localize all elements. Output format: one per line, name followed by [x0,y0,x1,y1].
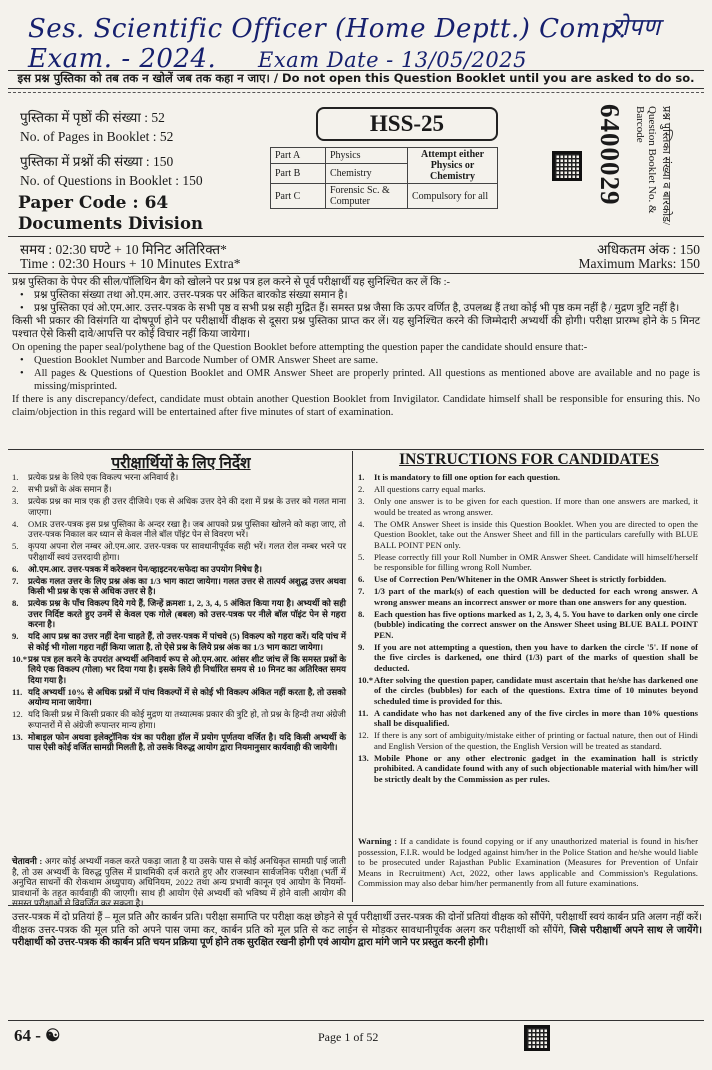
questions-info-en: No. of Questions in Booklet : 150 [20,173,203,188]
handwritten-exam-title: Ses. Scientific Officer (Home Deptt.) Comp. Exam. - 2024. [28,14,627,74]
en-instruction-item: 10.* After solving the question paper, candidate must ascertain that he/she has darkened one of the circles (bubbles) for each of the questions. Extra time of 10 minutes beyond scheduled time is provided for this. [358,674,698,706]
hindi-warning [12,856,346,909]
handwritten-exam-date: Exam Date - 13/05/2025 [258,48,527,72]
part-label: Part A [271,148,326,164]
en-instruction-item: 6. Use of Correction Pen/Whitener in the OMR Answer Sheet is strictly forbidden. [358,574,667,584]
hi-instruction-item: 6. ओ.एम.आर. उत्तर-पत्रक में करेक्शन पेन/व्हाइटनर/सफेदा का उपयोग निषेध है। [12,563,263,574]
hindi-warning-label: चेतावनी : [12,856,43,866]
english-instructions-heading: INSTRUCTIONS FOR CANDIDATES [399,451,659,468]
english-warning-text: If a candidate is found copying or if any unauthorized material is found in his/her possession, F.I.R. would be lodged against him/her in the Police Station and he/she would liable to be prosecuted under Rajasthan Public Examination (Measures for Prevention of Unfair Means in Recruitment) Act, 2022, other laws applicable and Commission's Regulations. Commission may also debar him/her permanently from all future examinations. [358,836,699,889]
opening-bullet-hi-2: • प्रश्न पुस्तिका एवं ओ.एम.आर. उत्तर-पत्रक के सभी पृष्ठ व सभी प्रश्न सही मुद्रित हैं। समस्त प्रश्न जैसा कि ऊपर वर्णित है, उपलब्ध हैं तथा कोई भी पृष्ठ कम नहीं है / मुद्रण त्रुटि नहीं है। [12,302,700,315]
hi-instruction-item: 13. मोबाइल फोन अथवा इलेक्ट्रॉनिक यंत्र का परीक्षा हॉल में प्रयोग पूर्णतया वर्जित है। यदि किसी अभ्यर्थी के पास ऐसी कोई वर्जित सामग्री मिलती है, तो उसके विरुद्ध आयोग द्वारा नियमानुसार कार्यवाही की जायेगी। [12,731,346,752]
max-marks-en: Maximum Marks: 150 [578,256,700,271]
en-instruction-item: 11. A candidate who has not darkened any of the five circles in more than 10% questions shall be disqualified. [358,707,698,728]
part-subject: Chemistry [326,164,408,184]
do-not-open-notice: इस प्रश्न पुस्तिका को तब तक न खोलें जब तक कहा न जाए। / Do not open this Question Booklet until you are asked to do so. [17,71,695,85]
en-instruction-item: 3. Only one answer is to be given for each question. If more than one answers are marked, it would be treated as wrong answer. [358,496,698,517]
opening-intro-hi: प्रश्न पुस्तिका के पेपर की सील/पॉलिथिन बैग को खोलने पर प्रश्न पत्र हल करने से पूर्व परीक्षार्थी यह सुनिश्चित कर लें कि :- [12,277,451,288]
time-rule-bottom [8,273,704,274]
hi-instruction-item: 3. प्रत्येक प्रश्न का मात्र एक ही उत्तर दीजिये। एक से अधिक उत्तर देने की दशा में प्रश्न के उत्तर को गलत माना जाएगा। [12,496,346,517]
hi-instruction-item: 2. सभी प्रश्नों के अंक समान हैं। [12,484,112,494]
part-label: Part B [271,164,326,184]
time-hi: समय : 02:30 घण्टे + 10 मिनिट अतिरिक्त* [20,242,227,257]
paper-code: Paper Code : 64 [18,193,169,213]
bottom-rule [8,905,704,906]
en-instruction-item: 9. If you are not attempting a question, then you have to darken the circle '5'. If none of the five circles is darkened, one third (1/3) part of the marks of question shall be deducted. [358,641,698,673]
qr-code-icon [552,151,582,181]
page-number: Page 1 of 52 [318,1030,379,1044]
questions-info-hi: पुस्तिका में प्रश्नों की संख्या : 150 [20,154,174,169]
opening-intro-en: On opening the paper seal/polythene bag of the Question Booklet before attempting the question paper the candidate should ensure that:- [12,342,588,353]
booklet-label-hi: प्रश्न पुस्तिका संख्या व बारकोड/ [660,106,672,226]
hindi-warning-text: अगर कोई अभ्यर्थी नकल करते पकड़ा जाता है या उसके पास से कोई अनधिकृत सामग्री पाई जाती है, तो उस अभ्यर्थी के विरुद्ध पुलिस में प्राथमिकी दर्ज कराते हुए और राजस्थान सार्वजनिक परीक्षा (भर्ती में अनुचित साधनों की रोकथाम अध्युपाय) अधिनियम, 2022 तथा अन्य प्रभावी कानून एवं आयोग के नियमों-प्रावधानों के तहत कार्यवाही की जाएगी। साथ ही आयोग ऐसे अभ्यर्थी को भविष्य में होने वाली आयोग की समस्त परीक्षाओं से विवर्जित कर सकता है। [12,856,347,909]
english-warning [358,836,698,889]
opening-bullet-hi-1: • प्रश्न पुस्तिका संख्या तथा ओ.एम.आर. उत्तर-पत्रक पर अंकित बारकोड संख्या समान है। [12,289,700,302]
en-instruction-item: 7. 1/3 part of the mark(s) of each question will be deducted for each wrong answer. A wrong answer means an incorrect answer or more than one answers for any question. [358,586,698,607]
hi-instruction-item: 12. यदि किसी प्रश्न में किसी प्रकार की कोई मुद्रण या तथ्यात्मक प्रकार की त्रुटि हो, तो प्रश्न के हिन्दी तथा अंग्रेजी रूपान्तरों में से अंग्रेजी रूपान्तर मान्य होगा। [12,709,346,730]
en-instruction-item: 12. If there is any sort of ambiguity/mistake either of printing or factual nature, then out of Hindi and English Version of the question, the English Version will be treated as standard. [358,730,698,751]
part-note: Attempt either Physics or Chemistry [408,148,498,184]
hi-instruction-item: 9. यदि आप प्रश्न का उत्तर नहीं देना चाहते हैं, तो उत्तर-पत्रक में पांचवे (5) विकल्प को गहरा करें। यदि पांच में से कोई भी गोला गहरा नहीं किया जाता है, तो ऐसे प्रश्न के लिये प्रश्न अंक का 1/3 भाग काटा जायेगा। [12,631,346,652]
booklet-number: 6400029 [595,104,625,206]
pages-info [20,108,173,146]
parts-row-c [271,184,498,209]
parts-row-a [271,148,498,164]
time-en: Time : 02:30 Hours + 10 Minutes Extra* [20,256,241,271]
hi-instruction-item: 10.* प्रश्न पत्र हल करने के उपरांत अभ्यर्थी अनिवार्य रूप से ओ.एम.आर. आंसर शीट जांच लें कि समस्त प्रश्नों के लिये एक विकल्प (गोला) भर दिया गया है। इसके लिये ही निर्धारित समय से 10 मिनट का अतिरिक्त समय दिया गया है। [12,653,346,685]
pages-info-hi: पुस्तिका में पृष्ठों की संख्या : 52 [20,110,165,125]
hindi-instructions-list [12,472,346,754]
en-instruction-item: 8. Each question has five options marked as 1, 2, 3, 4, 5. You have to darken only one circle (bubble) indicating the correct answer on the Answer Sheet using BLUE BALL POINT PEN. [358,608,698,640]
en-instruction-item: 1. It is mandatory to fill one option for each question. [358,472,561,482]
hi-instruction-item: 1. प्रत्येक प्रश्न के लिये एक विकल्प भरना अनिवार्य है। [12,472,179,482]
part-subject: Physics [326,148,408,164]
answer-sheet-note [12,912,702,950]
questions-info [20,152,203,190]
top-rule-2 [8,88,704,89]
en-instruction-item: 5. Please correctly fill your Roll Number in OMR Answer Sheet. Candidate will himself/herself be responsible for filling wrong Roll Number. [358,551,698,572]
english-instructions-list [358,472,698,786]
hi-instruction-item: 4. OMR उत्तर-पत्रक इस प्रश्न पुस्तिका के अन्दर रखा है। जब आपको प्रश्न पुस्तिका खोलने को कहा जाए, तो उत्तर-पत्रक निकाल कर ध्यान से केवल नीले बॉल पॉइंट पेन से विवरण भरें। [12,518,346,539]
parts-table [270,147,498,209]
hi-instruction-item: 8. प्रत्येक प्रश्न के पाँच विकल्प दिये गये हैं, जिन्हें क्रमशः 1, 2, 3, 4, 5 अंकित किया गया है। अभ्यर्थी को सही उत्तर निर्दिष्ट करते हुए उनमें से केवल एक गोले (बबल) को उत्तर-पत्रक पर नीले बॉल पॉइंट पेन से गहरा करना है। [12,598,346,629]
perforation-line [8,92,704,93]
opening-end-en: If there is any discrepancy/defect, candidate must obtain another Question Booklet from Invigilator. Candidate himself shall be responsible for ensuring this. No claim/objection in this regard will be entertained after five minutes of start of examination. [12,394,700,418]
booklet-label-en: Question Booklet No. & Barcode [634,106,658,214]
documents-division: Documents Division [18,214,203,233]
hindi-instructions-heading: परीक्षार्थियों के लिए निर्देश [111,455,251,472]
en-instruction-item: 13. Mobile Phone or any other electronic gadget in the examination hall is strictly prohibited. A candidate found with any of such objectionable material with him/her will be strictly dealt by the Commission as per rules. [358,752,698,784]
opening-bullet-en-1: • Question Booklet Number and Barcode Number of OMR Answer Sheet are same. [12,354,700,367]
english-warning-label: Warning : [358,836,398,846]
max-marks-hi: अधिकतम अंक : 150 [596,242,700,257]
hi-instruction-item: 11. यदि अभ्यर्थी 10% से अधिक प्रश्नों में पांच विकल्पों में से कोई भी विकल्प अंकित नहीं करता है, तो उसको अयोग्य माना जायेगा। [12,686,346,707]
part-subject: Forensic Sc. & Computer [326,184,408,209]
opening-instructions [12,276,700,419]
part-label: Part C [271,184,326,209]
hi-instruction-item: 5. कृपया अपना रोल नम्बर ओ.एम.आर. उत्तर-पत्रक पर सावधानीपूर्वक सही भरें। गलत रोल नम्बर भरने पर परीक्षार्थी स्वयं उत्तरदायी होगा। [12,541,346,562]
answer-sheet-note-plain: उत्तर-पत्रक में दो प्रतियां हैं – मूल प्रति और कार्बन प्रति। परीक्षा समाप्ति पर परीक्षा कक्ष छोड़ने से पूर्व परीक्षार्थी उत्तर-पत्रक की दोनों प्रतियां वीक्षक को सौंपेंगे, परीक्षार्थी स्वयं कार्बन प्रति अलग नहीं करें। वीक्षक उत्तर-पत्रक की मूल प्रति को अपने पास जमा कर, कार्बन प्रति को मूल प्रति से कट लाईन से मोड़कर सावधानीपूर्वक अलग कर परीक्षार्थी को सौंपेंगे, [12,912,702,936]
time-rule-top [8,236,704,237]
opening-end-hi: किसी भी प्रकार की विसंगति या दोषपूर्ण होने पर परीक्षार्थी वीक्षक से दूसरा प्रश्न पुस्तिका प्राप्त कर लें। यह सुनिश्चित करने की जिम्मेदारी अभ्यर्थी की होगी। परीक्षा प्रारम्भ होने के 5 मिनट पश्चात ऐसे किसी दावे/आपत्ति पर कोई विचार नहीं किया जायेगा। [12,316,700,340]
footer-rule [8,1020,704,1021]
en-instruction-item: 2. All questions carry equal marks. [358,484,486,494]
qr-code-icon [524,1025,550,1051]
column-divider [352,451,353,902]
footer-code: 64 - ☯ [14,1026,61,1045]
en-instruction-item: 4. The OMR Answer Sheet is inside this Question Booklet. When you are directed to open the Question Booklet, take out the Answer Sheet and fill in the particulars carefully with BLUE BALL POINT PEN only. [358,518,698,550]
answer-sheet-note-bold: जिसे परीक्षार्थी अपने साथ ले जायेंगे। परीक्षार्थी को उत्तर-पत्रक की कार्बन प्रति चयन प्रक्रिया पूर्ण होने तक सुरक्षित रखनी होगी एवं आयोग द्वारा मांगे जाने पर प्रस्तुत करनी होगी। [12,924,702,948]
handwritten-signature: रोपण [612,13,661,41]
opening-bullet-en-2: • All pages & Questions of Question Booklet and OMR Answer Sheet are properly printed. All questions as mentioned above are available and no page is missing/misprinted. [12,367,700,393]
series-code-box: HSS-25 [316,107,498,141]
instructions-rule-top [8,449,704,450]
pages-info-en: No. of Pages in Booklet : 52 [20,129,174,144]
part-note: Compulsory for all [408,184,498,209]
hi-instruction-item: 7. प्रत्येक गलत उत्तर के लिए प्रश्न अंक का 1/3 भाग काटा जायेगा। गलत उत्तर से तात्पर्य अशुद्ध उत्तर अथवा किसी भी प्रश्न के एक से अधिक उत्तर से है। [12,575,346,596]
